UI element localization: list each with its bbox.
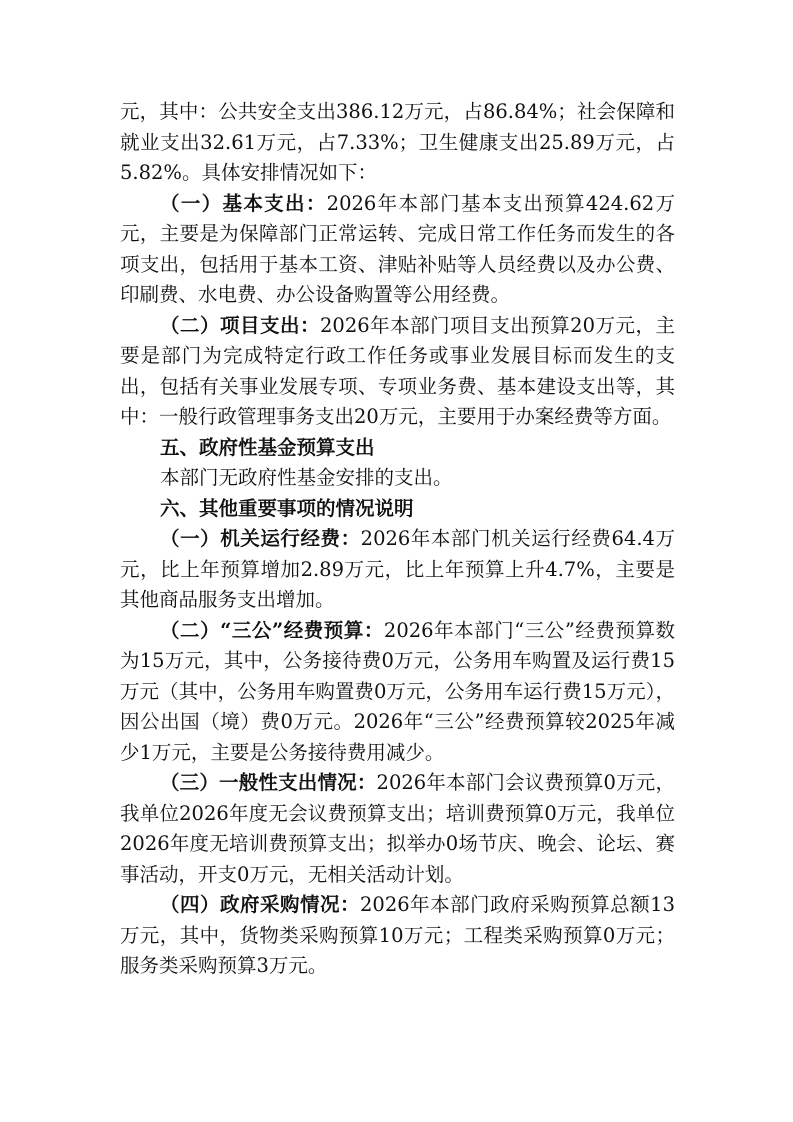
paragraph-project-expenditure <box>120 311 675 433</box>
section-heading-other-matters <box>120 494 675 525</box>
paragraph-government-procurement <box>120 890 675 982</box>
paragraph-lead: （三）一般性支出情况： <box>160 771 377 794</box>
paragraph-lead: （二）项目支出： <box>160 313 321 337</box>
paragraph-fund-budget <box>120 463 675 494</box>
paragraph-text: 2026年本部门会议费预算0万元，我单位2026年度无会议费预算支出；培训费预算0万元，我单位2026年度无培训费预算支出；拟举办0场节庆、晚会、论坛、赛事活动，开支0万元，无相关活动计划。 <box>120 771 675 886</box>
paragraph-expenditure-breakdown <box>120 97 675 189</box>
paragraph-text: 2026年本部门政府采购预算总额13万元，其中，货物类采购预算10万元；工程类采购预算0万元；服务类采购预算3万元。 <box>120 893 675 977</box>
paragraph-lead: （一）机关运行经费： <box>160 527 361 550</box>
heading-text: 六、其他重要事项的情况说明 <box>160 496 414 520</box>
paragraph-operating-funds <box>120 524 675 616</box>
paragraph-general-expenditure <box>120 768 675 890</box>
paragraph-text: 2026年本部门“三公”经费预算数为15万元，其中，公务接待费0万元，公务用车购置及运行费15万元（其中，公务用车购置费0万元，公务用车运行费15万元），因公出国（境）费0万元。2026年“三公”经费预算较2025年减少1万元，主要是公务接待费用减少。 <box>120 618 675 764</box>
paragraph-text: 2026年本部门机关运行经费64.4万元，比上年预算增加2.89万元，比上年预算上升4.7%，主要是其他商品服务支出增加。 <box>120 527 675 611</box>
paragraph-three-public-expenses <box>120 616 675 769</box>
paragraph-lead: （四）政府采购情况： <box>160 893 361 916</box>
paragraph-text: 2026年本部门项目支出预算20万元，主要是部门为完成特定行政工作任务或事业发展目标而发生的支出，包括有关事业发展专项、专项业务费、基本建设支出等，其中：一般行政管理事务支出20万元，主要用于办案经费等方面。 <box>120 313 675 428</box>
paragraph-text: 本部门无政府性基金安排的支出。 <box>160 466 453 489</box>
paragraph-text: 元，其中：公共安全支出386.12万元，占86.84%；社会保障和就业支出32.61万元，占7.33%；卫生健康支出25.89万元，占5.82%。具体安排情况如下： <box>120 100 675 184</box>
heading-text: 五、政府性基金预算支出 <box>160 435 375 459</box>
section-heading-fund-budget <box>120 433 675 464</box>
paragraph-lead: （一）基本支出： <box>160 191 327 215</box>
paragraph-text: 2026年本部门基本支出预算424.62万元，主要是为保障部门正常运转、完成日常工作任务而发生的各项支出，包括用于基本工资、津贴补贴等人员经费以及办公费、印刷费、水电费、办公设备购置等公用经费。 <box>120 191 675 306</box>
document-page <box>120 97 675 982</box>
paragraph-basic-expenditure <box>120 189 675 311</box>
paragraph-lead: （二）“三公”经费预算： <box>160 618 384 642</box>
